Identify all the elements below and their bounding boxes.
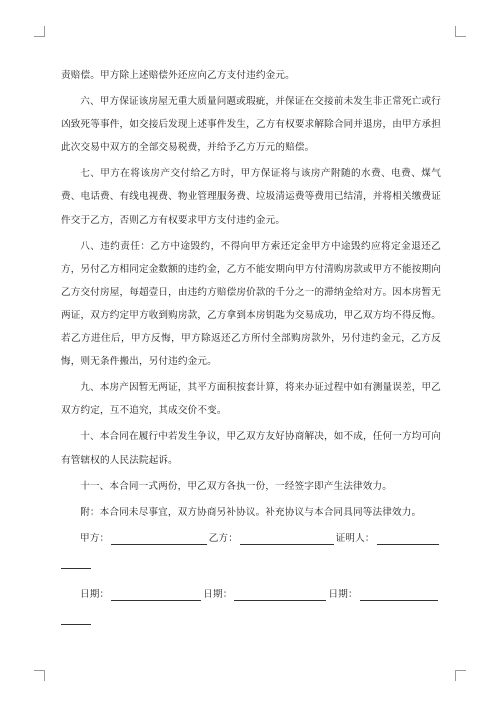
date-line-1[interactable] — [111, 587, 201, 601]
crop-mark-bottom-right — [455, 670, 466, 681]
date-label-2: 日期： — [203, 588, 233, 600]
crop-mark-top-right — [455, 26, 466, 37]
date-label-3: 日期： — [328, 588, 358, 600]
party-a-signature-line[interactable] — [111, 531, 207, 545]
paragraph-clause-10: 十、本合同在履行中若发生争议，甲乙双方友好协商解决，如不成，任何一方均可向有管辖权的人民法院起诉。 — [61, 431, 441, 466]
paragraph-clause-9: 九、本房产因暂无两证，其平方面积按套计算，将来办证过程中如有测量误差，甲乙双方约定，互不追究，其成交价不变。 — [61, 382, 441, 417]
signature-row — [61, 527, 441, 550]
paragraph-clause-6: 六、甲方保证该房屋无重大质量问题或瑕疵，并保证在交接前未发生非正常死亡或行凶致死等事件，如交接后发现上述事件发生，乙方有权要求解除合同并退房，由甲方承担此次交易中双方的全部交易税费，并给予乙方万元的赔偿。 — [61, 96, 442, 154]
date-label-1: 日期： — [80, 588, 110, 600]
date-line-3[interactable] — [360, 587, 438, 601]
date-row — [61, 583, 441, 606]
contract-body — [61, 64, 441, 639]
witness-line-continuation — [61, 568, 91, 569]
date-line-2[interactable] — [234, 587, 326, 601]
party-b-signature-line[interactable] — [240, 531, 334, 545]
crop-mark-top-left — [34, 26, 45, 37]
paragraph-appendix: 附：本合同未尽事宜，双方协商另补协议。补充协议与本合同具同等法律效力。 — [80, 506, 422, 518]
crop-mark-bottom-left — [34, 670, 45, 681]
party-a-label: 甲方： — [80, 532, 110, 544]
party-b-label: 乙方： — [208, 532, 239, 544]
paragraph-clause-8: 八、违约责任：乙方中途毁约，不得向甲方索还定金甲方中途毁约应将定金退还乙方，另付乙方相同定金数额的违约金，乙方不能安期向甲方付清购房款或甲方不能按期向乙方交付房屋，每超壹日，由违约方赔偿房价款的千分之一的滞纳金给对方。因本房暂无两证，双方约定甲方收到购房款，乙方拿到本房钥匙为交易成功，甲乙双方均不得反悔。若乙方进住后，甲方反悔，甲方除返还乙方所付全部购房款外，另付违约金元，乙方反悔，则无条件搬出，另付违约金元。 — [61, 240, 442, 368]
witness-label: 证明人： — [335, 532, 375, 544]
paragraph-compensation-tail: 责赔偿。甲方除上述赔偿外还应向乙方支付违约金元。 — [61, 70, 295, 81]
witness-signature-line[interactable] — [377, 531, 439, 545]
date-line-continuation — [61, 624, 91, 625]
paragraph-clause-11: 十一、本合同一式两份，甲乙双方各执一份，一经签字即产生法律效力。 — [80, 480, 392, 492]
paragraph-clause-7: 七、甲方在将该房产交付给乙方时，甲方保证将与该房产附随的水费、电费、煤气费、电话费、有线电视费、物业管理服务费、垃圾清运费等费用已结清，并将相关缴费证件交于乙方，否则乙方有权要求甲方支付违约金元。 — [61, 168, 442, 226]
